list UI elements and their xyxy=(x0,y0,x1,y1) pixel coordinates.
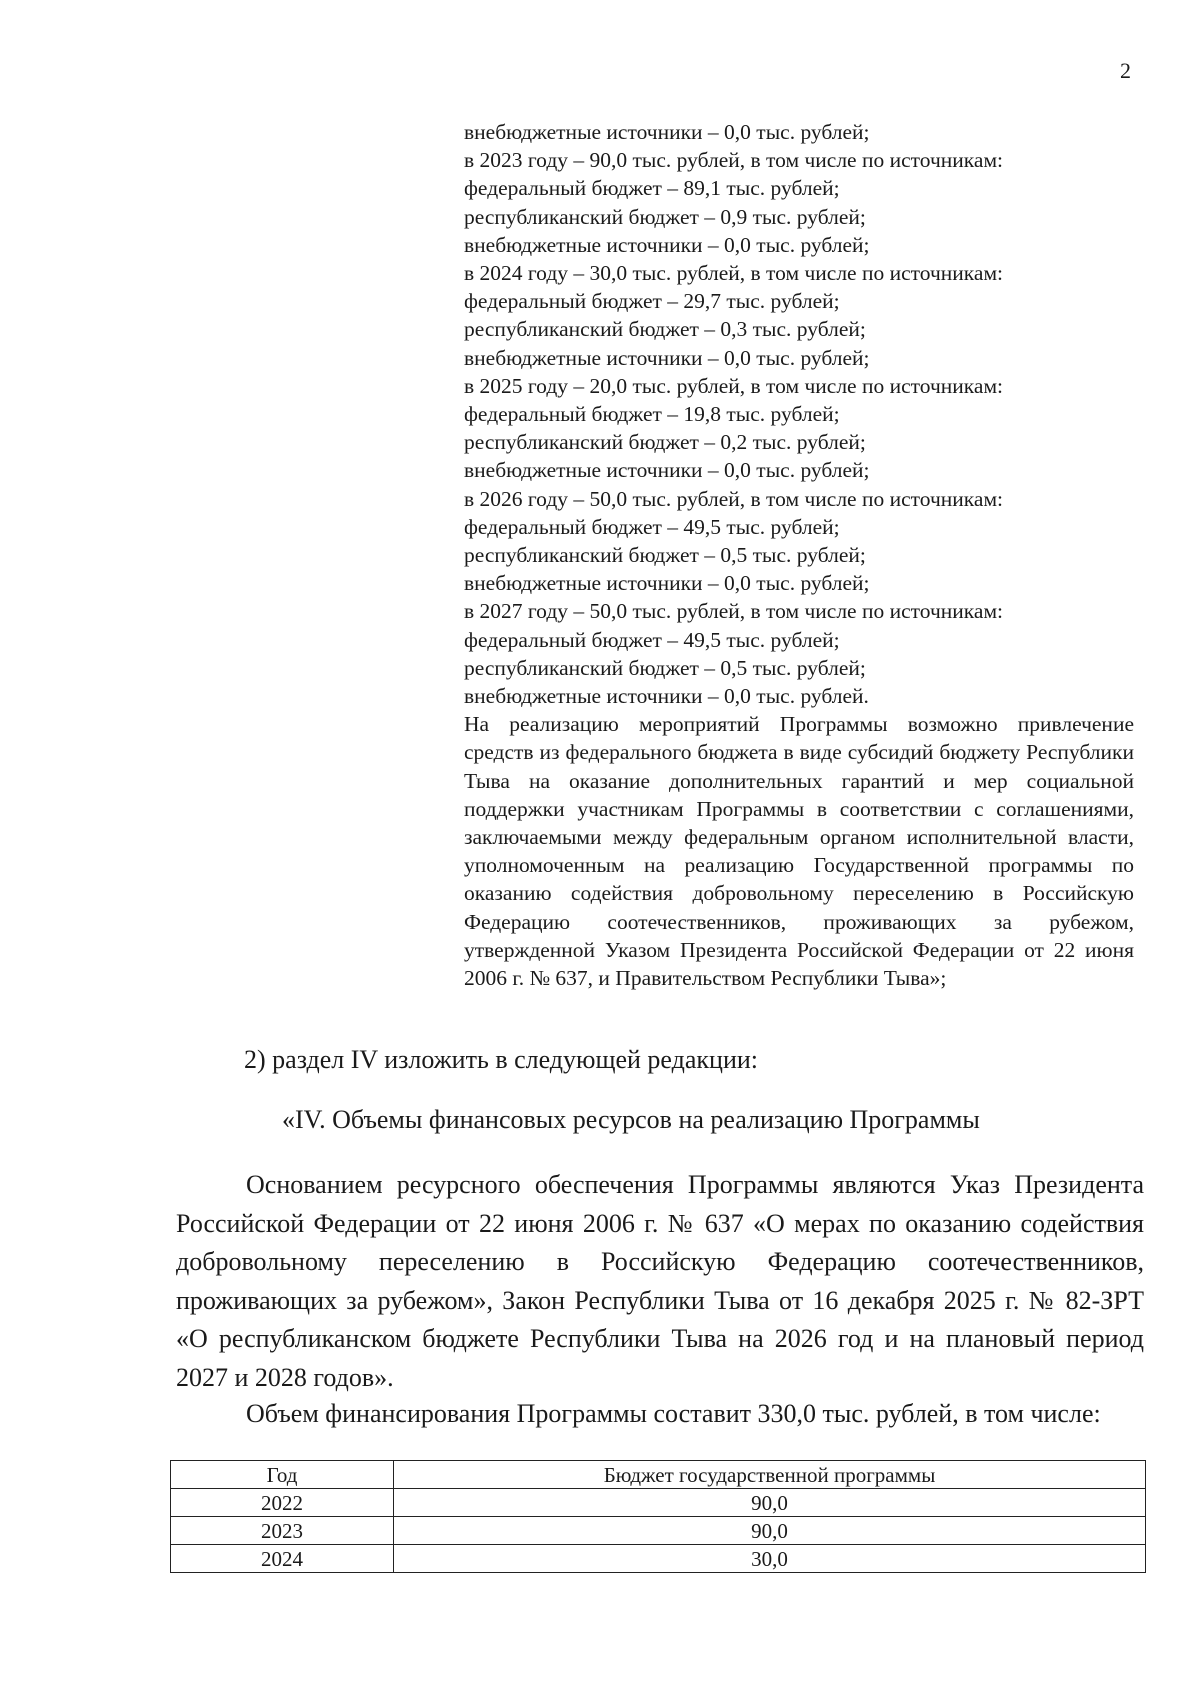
table-row xyxy=(171,1545,1146,1573)
cell-year: 2023 xyxy=(171,1517,394,1545)
subsidy-paragraph: На реализацию мероприятий Программы возможно привлечение средств из федерального бюджета в виде субсидий бюджету Республики Тыва на оказание дополнительных гарантий и мер социальной поддержки участникам Программы в соответствии с соглашениями, заключаемыми между федеральным органом исполнительной власти, уполномоченным на реализацию Государственной программы по оказанию содействия добровольному переселению в Российскую Федерацию соотечественников, проживающих за рубежом, утвержденной Указом Президента Российской Федерации от 22 июня 2006 г. № 637, и Правительством Республики Тыва»; xyxy=(464,712,1134,991)
financing-line: республиканский бюджет – 0,2 тыс. рублей; xyxy=(464,430,866,455)
table-header-row xyxy=(171,1461,1146,1489)
financing-line: федеральный бюджет – 29,7 тыс. рублей; xyxy=(464,289,840,314)
financing-line: в 2026 году – 50,0 тыс. рублей, в том числе по источникам: xyxy=(464,486,1004,511)
volume-paragraph: Объем финансирования Программы составит 330,0 тыс. рублей, в том числе: xyxy=(246,1399,1101,1428)
table-row xyxy=(171,1489,1146,1517)
financing-line: федеральный бюджет – 19,8 тыс. рублей; xyxy=(464,402,840,427)
financing-lines xyxy=(464,118,1134,710)
financing-line: республиканский бюджет – 0,9 тыс. рублей; xyxy=(464,204,866,229)
cell-budget: 30,0 xyxy=(394,1545,1146,1573)
financing-block xyxy=(464,118,1134,992)
financing-line: республиканский бюджет – 0,5 тыс. рублей; xyxy=(464,655,866,680)
header-year: Год xyxy=(171,1461,394,1489)
cell-budget: 90,0 xyxy=(394,1517,1146,1545)
cell-budget: 90,0 xyxy=(394,1489,1146,1517)
financing-line: в 2023 году – 90,0 тыс. рублей, в том числе по источникам: xyxy=(464,148,1004,173)
page-number: 2 xyxy=(1120,58,1131,83)
financing-line: федеральный бюджет – 49,5 тыс. рублей; xyxy=(464,514,840,539)
financing-line: республиканский бюджет – 0,5 тыс. рублей; xyxy=(464,543,866,568)
financing-line: внебюджетные источники – 0,0 тыс. рублей. xyxy=(464,684,869,709)
amendment-item-2: 2) раздел IV изложить в следующей редакции: xyxy=(244,1045,758,1074)
financing-line: внебюджетные источники – 0,0 тыс. рублей; xyxy=(464,232,870,257)
financing-line: в 2024 году – 30,0 тыс. рублей, в том числе по источникам: xyxy=(464,261,1004,286)
financing-line: в 2027 году – 50,0 тыс. рублей, в том числе по источникам: xyxy=(464,599,1004,624)
financing-line: федеральный бюджет – 89,1 тыс. рублей; xyxy=(464,176,840,201)
basis-paragraph: Основанием ресурсного обеспечения Программы являются Указ Президента Российской Федерации от 22 июня 2006 г. № 637 «О мерах по оказанию содействия добровольному переселению в Российскую Федерацию соотечественников, проживающих за рубежом», Закон Республики Тыва от 16 декабря 2025 г. № 82-ЗРТ «О республиканском бюджете Республики Тыва на 2026 год и на плановый период 2027 и 2028 годов». xyxy=(176,1170,1144,1392)
financing-line: федеральный бюджет – 49,5 тыс. рублей; xyxy=(464,627,840,652)
budget-table xyxy=(170,1460,1146,1573)
financing-line: внебюджетные источники – 0,0 тыс. рублей; xyxy=(464,571,870,596)
cell-year: 2022 xyxy=(171,1489,394,1517)
financing-line: внебюджетные источники – 0,0 тыс. рублей; xyxy=(464,458,870,483)
section-heading: «IV. Объемы финансовых ресурсов на реализацию Программы xyxy=(282,1105,980,1134)
cell-year: 2024 xyxy=(171,1545,394,1573)
financing-line: внебюджетные источники – 0,0 тыс. рублей; xyxy=(464,345,870,370)
financing-line: внебюджетные источники – 0,0 тыс. рублей; xyxy=(464,120,870,144)
financing-line: в 2025 году – 20,0 тыс. рублей, в том числе по источникам: xyxy=(464,373,1004,398)
table-row xyxy=(171,1517,1146,1545)
financing-line: республиканский бюджет – 0,3 тыс. рублей; xyxy=(464,317,866,342)
header-budget: Бюджет государственной программы xyxy=(394,1461,1146,1489)
